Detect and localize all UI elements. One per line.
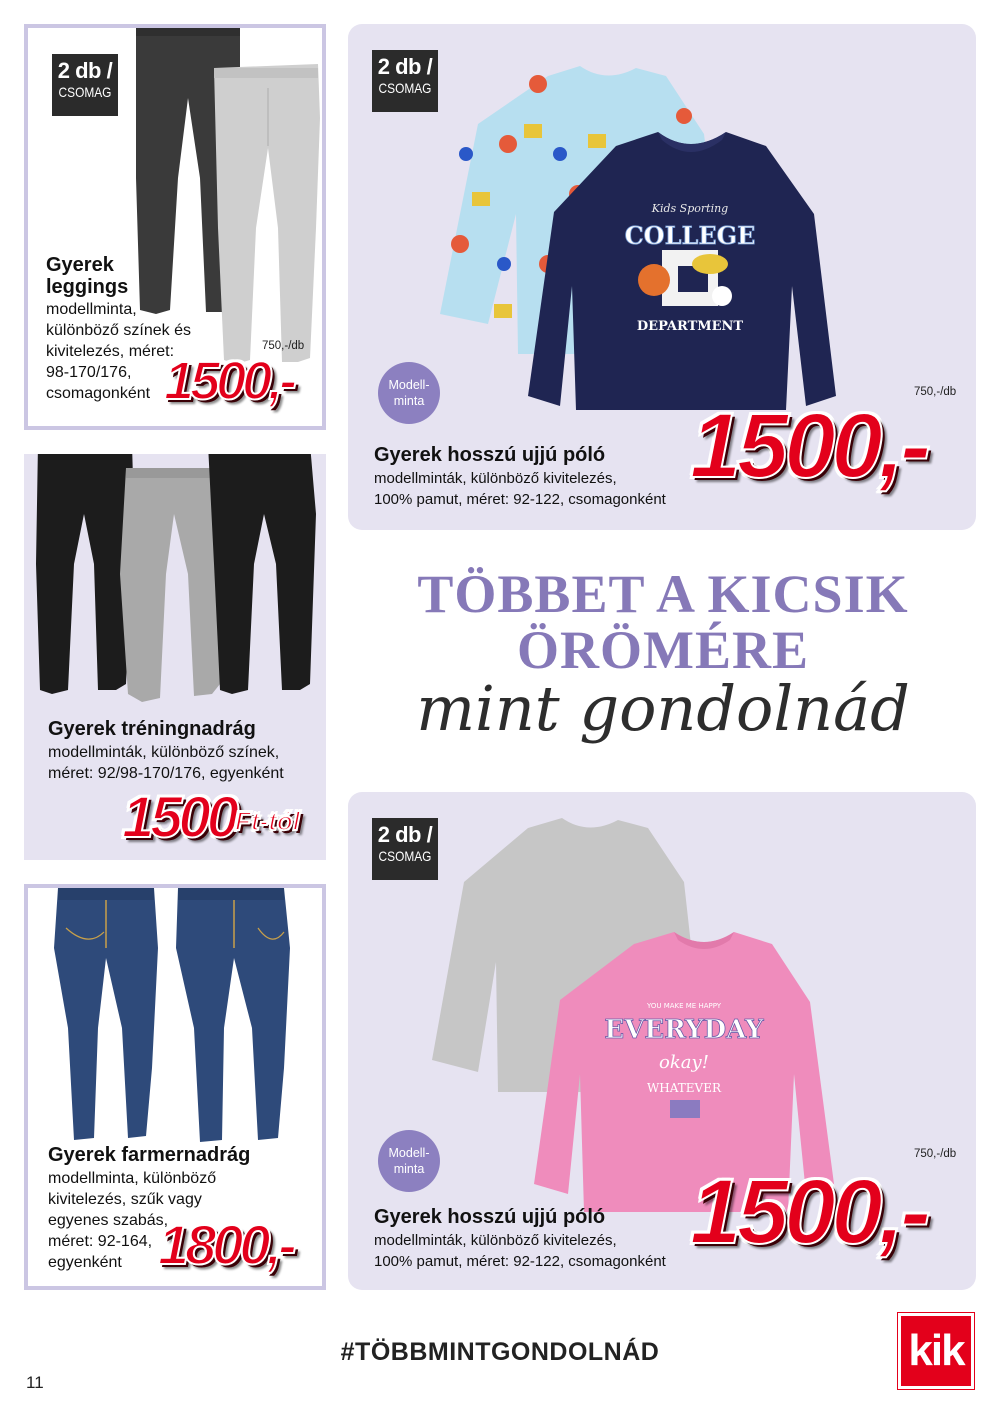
pack-badge — [372, 50, 438, 112]
badge-line: Modell- — [388, 378, 430, 392]
training-title: Gyerek tréningnadrág — [48, 718, 256, 740]
desc-line: kivitelezés, szűk vagy — [48, 1191, 202, 1208]
shirt-print-okay: okay! — [659, 1052, 709, 1073]
longsleeve-1-price: 1500,- — [690, 395, 927, 497]
pack-badge-label: CSOMAG — [58, 84, 112, 100]
desc-line: csomagonként — [46, 385, 151, 402]
leggings-title-line1: Gyerek — [46, 254, 114, 276]
training-desc — [48, 742, 318, 784]
desc-line: 100% pamut, méret: 92-122, csomagonként — [374, 1253, 666, 1270]
desc-line: modellminták, különböző színek, — [48, 744, 280, 761]
shirt-print-top: Kids Sporting — [651, 202, 729, 215]
leggings-price: 1500,- — [164, 351, 294, 411]
shirt-print-small: YOU MAKE ME HAPPY — [646, 1002, 722, 1010]
leggings-unit-price: 750,-/db — [262, 340, 305, 352]
training-price-value: 1500 — [122, 785, 236, 850]
pack-badge-count: 2 db / — [377, 54, 433, 79]
shirt-print-bottom: DEPARTMENT — [636, 319, 744, 334]
training-price-suffix: Ft-tól — [235, 806, 300, 837]
pack-badge — [52, 54, 118, 116]
desc-line: 98-170/176, — [46, 364, 132, 381]
desc-line: modellminta, — [46, 301, 137, 318]
kik-logo — [898, 1313, 974, 1389]
headline-line-1: TÖBBET A KICSIK — [417, 564, 909, 624]
modell-minta-badge — [378, 1130, 440, 1192]
footer-hashtag: #TÖBBMINTGONDOLNÁD — [340, 1338, 660, 1366]
badge-line: minta — [393, 394, 425, 408]
pack-badge-count: 2 db / — [57, 58, 113, 83]
longsleeve-2-price: 1500,- — [690, 1161, 927, 1263]
longsleeve-2-title: Gyerek hosszú ujjú póló — [374, 1206, 606, 1228]
badge-line: minta — [393, 1162, 425, 1176]
desc-line: egyenként — [48, 1254, 122, 1271]
leggings-title-line2: leggings — [46, 276, 129, 298]
desc-line: kivitelezés, méret: — [46, 343, 175, 360]
training-price — [122, 784, 300, 851]
headline-line-2: ÖRÖMÉRE — [516, 620, 809, 680]
pack-badge-label: CSOMAG — [378, 848, 432, 864]
shirt-print-main: COLLEGE — [624, 221, 756, 250]
kik-logo-text: kik — [908, 1326, 964, 1375]
pack-badge — [372, 818, 438, 880]
longsleeve-2-desc — [374, 1230, 714, 1272]
shirt-print-main: EVERYDAY — [604, 1015, 764, 1045]
desc-line: 100% pamut, méret: 92-122, csomagonként — [374, 491, 666, 508]
badge-line: Modell- — [388, 1146, 430, 1160]
desc-line: méret: 92/98-170/176, egyenként — [48, 765, 284, 782]
desc-line: különböző színek és — [46, 322, 191, 339]
jeans-title: Gyerek farmernadrág — [48, 1144, 251, 1166]
headline-script: mint gondolnád — [416, 672, 910, 745]
shirt-print-whatever: WHATEVER — [646, 1081, 722, 1095]
page-number: 11 — [26, 1373, 44, 1392]
desc-line: egyenes szabás, — [48, 1212, 169, 1229]
longsleeve-2-text — [374, 1206, 714, 1272]
longsleeve-1-text — [374, 444, 714, 510]
longsleeve-1-title: Gyerek hosszú ujjú póló — [374, 444, 606, 466]
desc-line: modellminták, különböző kivitelezés, — [374, 1232, 617, 1249]
desc-line: modellminták, különböző kivitelezés, — [374, 470, 617, 487]
longsleeve-2-unit-price: 750,-/db — [914, 1148, 957, 1160]
pack-badge-count: 2 db / — [377, 822, 433, 847]
jeans-price: 1800,- — [158, 1213, 293, 1276]
modell-minta-badge — [378, 362, 440, 424]
pack-badge-label: CSOMAG — [378, 80, 432, 96]
desc-line: méret: 92-164, — [48, 1233, 153, 1250]
training-text — [48, 718, 318, 784]
desc-line: modellminta, különböző — [48, 1170, 217, 1187]
longsleeve-1-unit-price: 750,-/db — [914, 386, 957, 398]
longsleeve-1-desc — [374, 468, 714, 510]
